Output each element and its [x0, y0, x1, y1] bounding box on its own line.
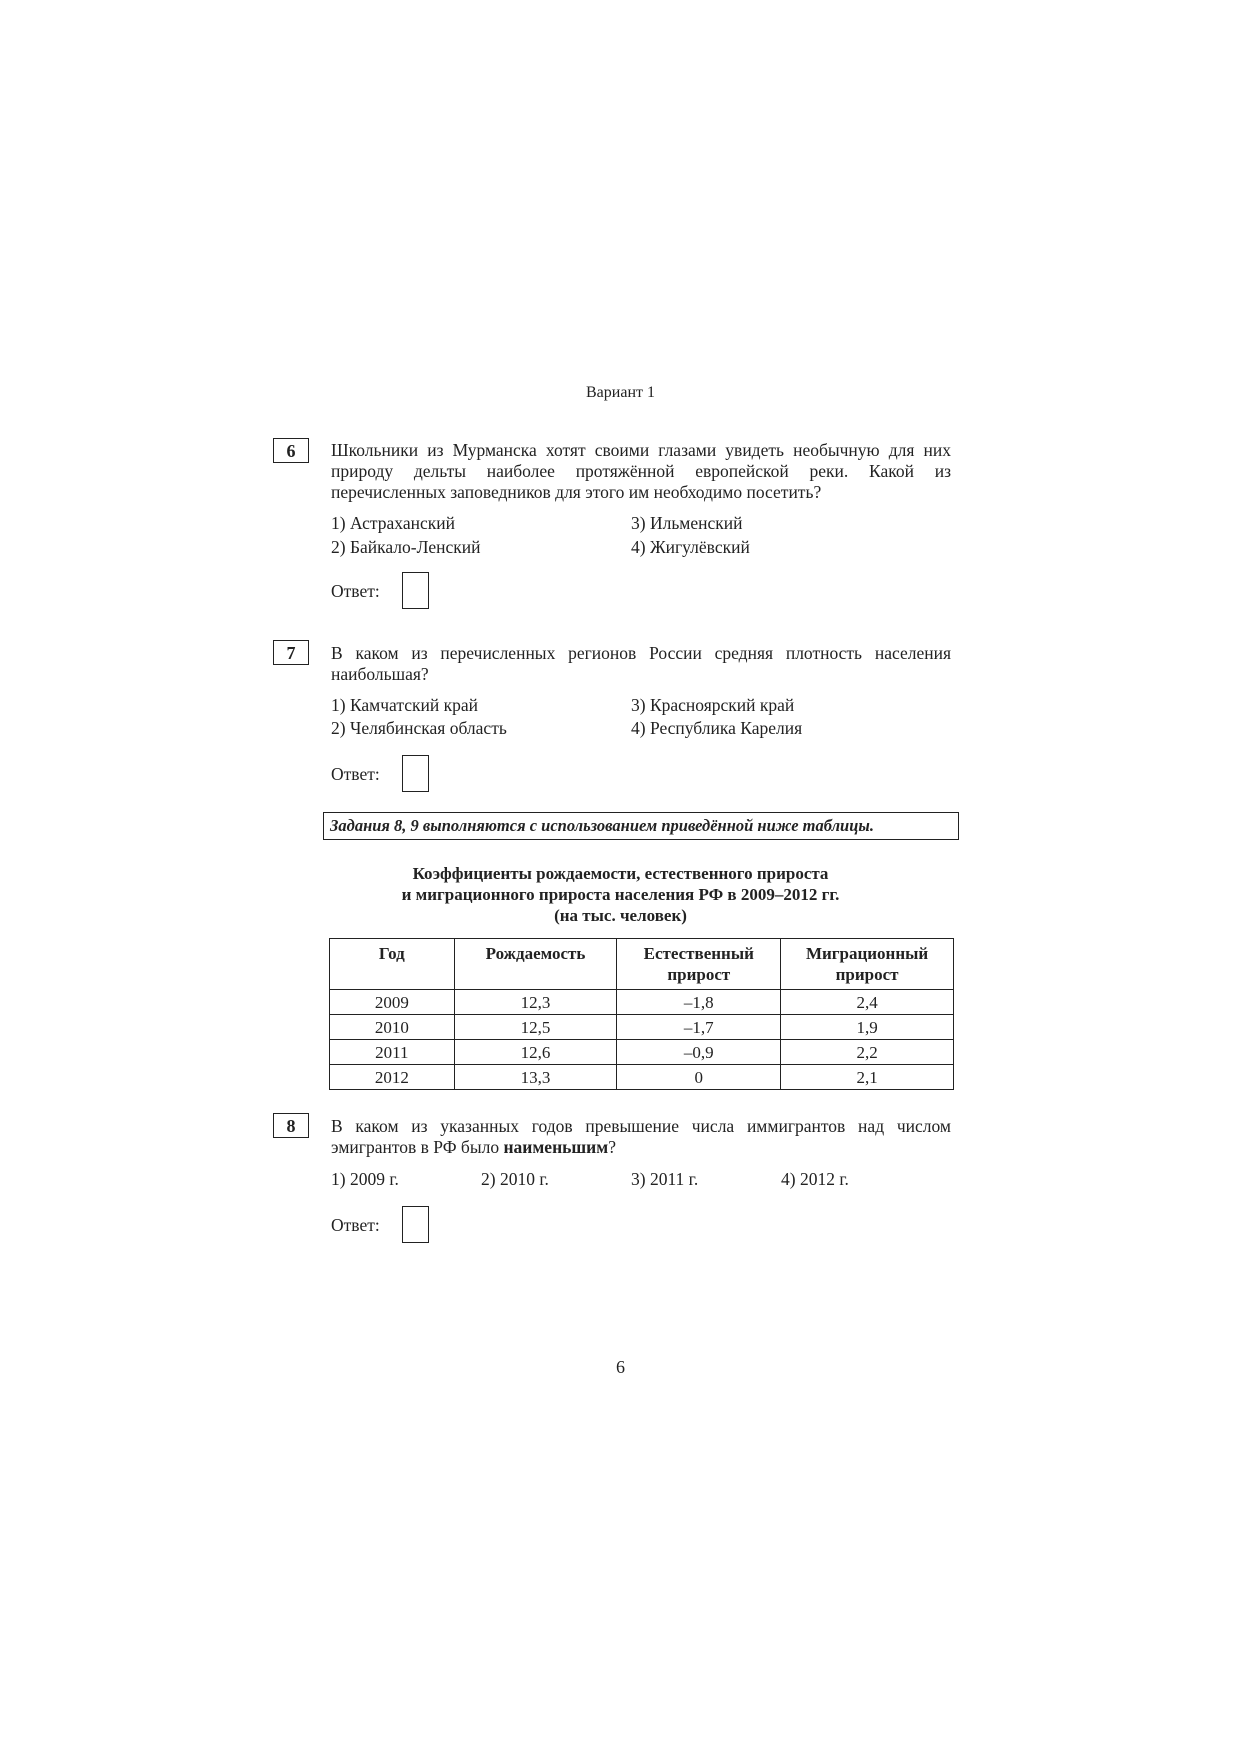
- cell-natural-growth: –1,7: [617, 1015, 781, 1040]
- task-7-answer-box[interactable]: [402, 755, 429, 792]
- task-7-option-3[interactable]: 3) Красноярский край: [631, 695, 795, 715]
- cell-birth-rate: 12,3: [454, 990, 617, 1015]
- task-6-option-2[interactable]: 2) Байкало-Ленский: [331, 537, 481, 557]
- task-8-text-emphasis: наименьшим: [503, 1137, 609, 1157]
- cell-natural-growth: 0: [617, 1065, 781, 1090]
- cell-migration-growth: 2,1: [781, 1065, 954, 1090]
- column-header-birth-rate: Рождаемость: [454, 939, 617, 990]
- cell-migration-growth: 1,9: [781, 1015, 954, 1040]
- cell-year: 2009: [330, 990, 455, 1015]
- task-6-text: Школьники из Мурманска хотят своими глазами увидеть необычную для них природу дельты наиболее протяжённой европейской реки. Какой из перечисленных заповедников для этого им необходимо посетить?: [331, 440, 951, 502]
- task-8-text-start: В каком из указанных годов превышение числа иммигрантов над числом эмигрантов в РФ было: [331, 1116, 951, 1157]
- task-6-option-3[interactable]: 3) Ильменский: [631, 513, 743, 533]
- task-7-option-4[interactable]: 4) Республика Карелия: [631, 718, 803, 738]
- cell-birth-rate: 13,3: [454, 1065, 617, 1090]
- cell-year: 2012: [330, 1065, 455, 1090]
- cell-natural-growth: –0,9: [617, 1040, 781, 1065]
- task-8-option-3[interactable]: 3) 2011 г.: [631, 1169, 699, 1189]
- table-instruction-note: Задания 8, 9 выполняются с использованием приведённой ниже таблицы.: [323, 812, 959, 840]
- column-header-natural-growth: Естественный прирост: [617, 939, 781, 990]
- page-number: 6: [616, 1357, 625, 1377]
- column-header-year: Год: [330, 939, 455, 990]
- table-caption-line-2: и миграционного прироста населения РФ в 2009–2012 гг.: [401, 885, 840, 904]
- table-row: [330, 1065, 954, 1090]
- task-8-text-end: ?: [608, 1137, 616, 1157]
- task-6-number: 6: [273, 438, 309, 463]
- task-8-answer-label: Ответ:: [331, 1215, 380, 1235]
- table-caption-line-3: (на тыс. человек): [554, 906, 687, 925]
- task-7-answer-label: Ответ:: [331, 764, 380, 784]
- table-header-row: [330, 939, 954, 990]
- cell-migration-growth: 2,4: [781, 990, 954, 1015]
- birth-rate-table: [329, 938, 954, 1090]
- task-8-text: [331, 1116, 951, 1158]
- cell-natural-growth: –1,8: [617, 990, 781, 1015]
- task-6-option-1[interactable]: 1) Астраханский: [331, 513, 455, 533]
- task-8-option-4[interactable]: 4) 2012 г.: [781, 1169, 849, 1189]
- table-row: [330, 1015, 954, 1040]
- column-header-migration-growth: Миграционный прирост: [781, 939, 954, 990]
- table-caption-line-1: Коэффициенты рождаемости, естественного прироста: [412, 864, 829, 883]
- task-8-answer-box[interactable]: [402, 1206, 429, 1243]
- task-8-option-2[interactable]: 2) 2010 г.: [481, 1169, 549, 1189]
- cell-year: 2010: [330, 1015, 455, 1040]
- task-6-option-4[interactable]: 4) Жигулёвский: [631, 537, 750, 557]
- task-7-text: В каком из перечисленных регионов России средняя плотность населения наибольшая?: [331, 643, 951, 684]
- table-row: [330, 1040, 954, 1065]
- task-8-number: 8: [273, 1113, 309, 1138]
- task-6-answer-box[interactable]: [402, 572, 429, 609]
- cell-birth-rate: 12,5: [454, 1015, 617, 1040]
- task-7-option-2[interactable]: 2) Челябинская область: [331, 718, 507, 738]
- task-6-answer-label: Ответ:: [331, 581, 380, 601]
- cell-birth-rate: 12,6: [454, 1040, 617, 1065]
- cell-migration-growth: 2,2: [781, 1040, 954, 1065]
- variant-header: Вариант 1: [586, 384, 655, 401]
- task-7-number: 7: [273, 640, 309, 665]
- task-7-option-1[interactable]: 1) Камчатский край: [331, 695, 478, 715]
- table-row: [330, 990, 954, 1015]
- cell-year: 2011: [330, 1040, 455, 1065]
- task-8-option-1[interactable]: 1) 2009 г.: [331, 1169, 399, 1189]
